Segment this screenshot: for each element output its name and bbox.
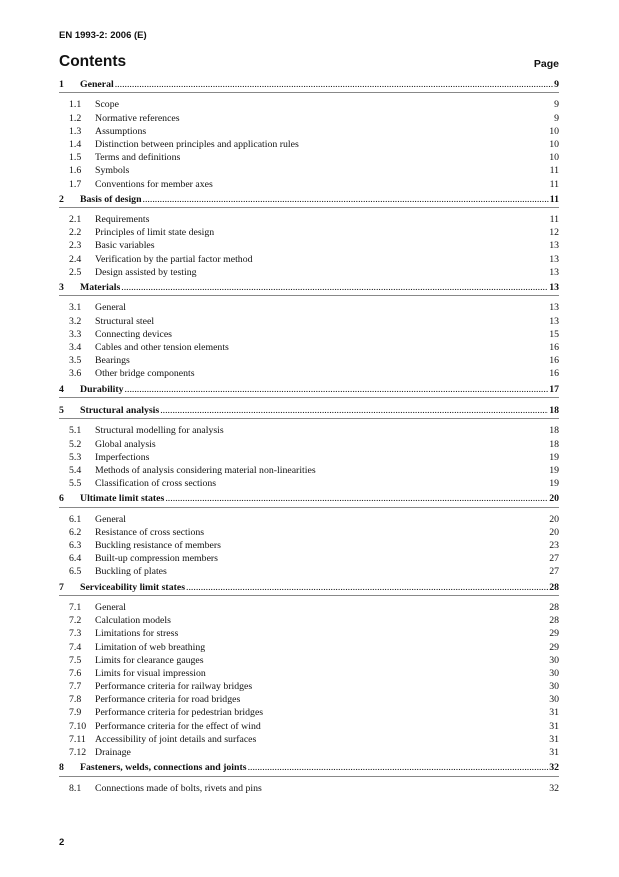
section-page: 19 (549, 478, 559, 490)
section-list (59, 296, 559, 382)
section-title: Principles of limit state design (95, 227, 215, 239)
toc-section-entry[interactable] (59, 328, 559, 341)
section-title: Structural steel (95, 315, 155, 327)
toc-section-entry[interactable] (59, 354, 559, 367)
section-page: 31 (549, 720, 559, 732)
chapter-number: 7 (59, 581, 64, 593)
chapter-number: 6 (59, 493, 64, 505)
toc-section-entry[interactable] (59, 138, 559, 151)
section-page: 19 (549, 451, 559, 463)
section-page: 31 (549, 707, 559, 719)
section-number: 2.3 (69, 240, 82, 252)
section-number: 2.4 (69, 253, 82, 265)
section-title: Cables and other tension elements (95, 341, 229, 353)
toc-section-entry[interactable] (59, 266, 559, 279)
toc-section-entry[interactable] (59, 706, 559, 719)
section-title: Connections made of bolts, rivets and pins (95, 782, 262, 794)
toc-section-entry[interactable] (59, 125, 559, 138)
toc-section-entry[interactable] (59, 98, 559, 111)
section-page: 30 (549, 667, 559, 679)
toc-section-entry[interactable] (59, 301, 559, 314)
chapter-number: 4 (59, 383, 64, 395)
toc-chapter-entry[interactable] (59, 281, 559, 294)
section-page: 16 (549, 341, 559, 353)
section-title: Requirements (95, 214, 150, 226)
section-page: 13 (549, 315, 559, 327)
section-title: Accessibility of joint details and surfaces (95, 733, 257, 745)
chapter-page: 17 (549, 383, 559, 395)
section-number: 1.1 (69, 99, 82, 111)
section-number: 7.12 (69, 747, 87, 759)
section-page: 15 (549, 328, 559, 340)
section-title: Other bridge components (95, 368, 195, 380)
section-list (59, 93, 559, 192)
toc-chapter-entry[interactable] (59, 581, 559, 594)
section-title: General (95, 513, 127, 525)
section-number: 1.4 (69, 138, 82, 150)
section-page: 23 (549, 540, 559, 552)
toc-section-entry[interactable] (59, 213, 559, 226)
dot-leader (165, 492, 548, 505)
chapter-page: 18 (549, 404, 559, 416)
section-number: 2.1 (69, 214, 82, 226)
section-number: 2.2 (69, 227, 82, 239)
chapter-title: Basis of design (80, 193, 142, 205)
section-page: 20 (549, 513, 559, 525)
section-number: 7.3 (69, 628, 82, 640)
section-page: 9 (554, 112, 559, 124)
section-title: General (95, 302, 127, 314)
toc-section-entry[interactable] (59, 627, 559, 640)
section-title: Limits for clearance gauges (95, 654, 204, 666)
toc-section-entry[interactable] (59, 424, 559, 437)
section-number: 8.1 (69, 782, 82, 794)
toc-chapter-entry[interactable] (59, 78, 559, 91)
toc-section-entry[interactable] (59, 464, 559, 477)
section-page: 30 (549, 654, 559, 666)
toc-section-entry[interactable] (59, 680, 559, 693)
section-title: Limits for visual impression (95, 667, 206, 679)
section-title: General (95, 601, 127, 613)
section-title: Normative references (95, 112, 180, 124)
chapter-number: 5 (59, 404, 64, 416)
section-page: 10 (549, 138, 559, 150)
section-number: 7.5 (69, 654, 82, 666)
toc-chapter-entry[interactable] (59, 761, 559, 774)
section-page: 29 (549, 628, 559, 640)
chapter-page: 28 (549, 581, 559, 593)
section-title: Connecting devices (95, 328, 172, 340)
toc-section-entry[interactable] (59, 451, 559, 464)
section-page: 13 (549, 266, 559, 278)
section-title: Conventions for member axes (95, 178, 213, 190)
dot-leader (121, 281, 548, 294)
section-number: 3.2 (69, 315, 82, 327)
chapter-number: 8 (59, 762, 64, 774)
toc-section-entry[interactable] (59, 341, 559, 354)
section-page: 32 (549, 782, 559, 794)
section-number: 6.2 (69, 526, 82, 538)
section-number: 7.10 (69, 720, 87, 732)
chapter-title: Durability (80, 383, 124, 395)
section-number: 3.4 (69, 341, 82, 353)
toc-section-entry[interactable] (59, 782, 559, 795)
section-page: 30 (549, 694, 559, 706)
section-number: 7.11 (69, 733, 86, 745)
page-column-label: Page (533, 58, 559, 70)
dot-leader (248, 761, 549, 774)
toc-section-entry[interactable] (59, 746, 559, 759)
chapter-number: 2 (59, 193, 64, 205)
toc-chapter-entry[interactable] (59, 404, 559, 417)
section-title: Design assisted by testing (95, 266, 197, 278)
toc-section-entry[interactable] (59, 565, 559, 578)
section-page: 27 (549, 553, 559, 565)
section-title: Methods of analysis considering material non-linearities (95, 464, 316, 476)
section-number: 5.4 (69, 464, 82, 476)
toc-section-entry[interactable] (59, 733, 559, 746)
section-page: 31 (549, 747, 559, 759)
chapter-title: Materials (80, 282, 121, 294)
section-page: 11 (549, 178, 559, 190)
section-title: Basic variables (95, 240, 155, 252)
section-page: 31 (549, 733, 559, 745)
dot-leader (186, 581, 548, 594)
section-page: 30 (549, 681, 559, 693)
section-title: Buckling of plates (95, 566, 167, 578)
section-number: 5.3 (69, 451, 82, 463)
section-number: 6.5 (69, 566, 82, 578)
section-list (59, 508, 559, 581)
section-number: 3.5 (69, 355, 82, 367)
section-number: 7.4 (69, 641, 82, 653)
section-number: 5.1 (69, 425, 82, 437)
page-number: 2 (59, 837, 65, 848)
toc-section-entry[interactable] (59, 164, 559, 177)
section-number: 7.6 (69, 667, 82, 679)
chapter-title: Serviceability limit states (80, 581, 186, 593)
section-title: Performance criteria for railway bridges (95, 681, 253, 693)
toc-section-entry[interactable] (59, 513, 559, 526)
toc-chapter-entry[interactable] (59, 383, 559, 396)
section-page: 13 (549, 253, 559, 265)
dot-leader (115, 78, 553, 91)
toc-section-entry[interactable] (59, 654, 559, 667)
section-title: Distinction between principles and application rules (95, 138, 299, 150)
toc-section-entry[interactable] (59, 539, 559, 552)
toc-section-entry[interactable] (59, 526, 559, 539)
section-title: Terms and definitions (95, 152, 181, 164)
section-title: Calculation models (95, 615, 171, 627)
chapter-title: Fasteners, welds, connections and joints (80, 762, 247, 774)
toc-section-entry[interactable] (59, 641, 559, 654)
toc-chapter-entry[interactable] (59, 193, 559, 206)
chapter-title: Structural analysis (80, 404, 160, 416)
section-page: 13 (549, 240, 559, 252)
section-title: Limitations for stress (95, 628, 179, 640)
toc-section-entry[interactable] (59, 477, 559, 490)
section-number: 1.6 (69, 165, 82, 177)
section-title: Limitation of web breathing (95, 641, 206, 653)
toc-section-entry[interactable] (59, 315, 559, 328)
chapter-page: 32 (549, 762, 559, 774)
toc-section-entry[interactable] (59, 239, 559, 252)
section-title: Drainage (95, 747, 131, 759)
chapter-number: 1 (59, 79, 64, 90)
section-list (59, 596, 559, 761)
section-title: Performance criteria for road bridges (95, 694, 241, 706)
page-title: Contents (59, 53, 127, 70)
section-number: 3.3 (69, 328, 82, 340)
section-number: 1.3 (69, 125, 82, 137)
toc-section-entry[interactable] (59, 151, 559, 164)
section-list (59, 419, 559, 492)
toc-section-entry[interactable] (59, 667, 559, 680)
section-number: 1.5 (69, 152, 82, 164)
table-of-contents (59, 78, 559, 797)
section-page: 9 (554, 99, 559, 111)
section-page: 27 (549, 566, 559, 578)
dot-leader (143, 193, 549, 206)
section-list (59, 208, 559, 281)
toc-section-entry[interactable] (59, 693, 559, 706)
section-number: 6.3 (69, 540, 82, 552)
section-page: 16 (549, 355, 559, 367)
section-number: 3.1 (69, 302, 82, 314)
section-page: 19 (549, 464, 559, 476)
section-title: Classification of cross sections (95, 478, 217, 490)
toc-section-entry[interactable] (59, 178, 559, 191)
section-title: Buckling resistance of members (95, 540, 221, 552)
section-page: 18 (549, 425, 559, 437)
section-list (59, 777, 559, 797)
section-title: Performance criteria for the effect of wind (95, 720, 261, 732)
section-number: 7.8 (69, 694, 82, 706)
chapter-title: General (80, 79, 114, 90)
chapter-page: 20 (549, 493, 559, 505)
chapter-page: 13 (549, 282, 559, 294)
section-title: Bearings (95, 355, 130, 367)
document-header: EN 1993-2: 2006 (E) (59, 30, 147, 41)
section-number: 2.5 (69, 266, 82, 278)
toc-section-entry[interactable] (59, 720, 559, 733)
section-title: Built-up compression members (95, 553, 218, 565)
toc-section-entry[interactable] (59, 614, 559, 627)
section-page: 10 (549, 152, 559, 164)
section-number: 1.2 (69, 112, 82, 124)
section-page: 29 (549, 641, 559, 653)
section-number: 3.6 (69, 368, 82, 380)
section-title: Structural modelling for analysis (95, 425, 224, 437)
section-number: 6.1 (69, 513, 82, 525)
section-number: 7.1 (69, 601, 82, 613)
chapter-number: 3 (59, 282, 64, 294)
chapter-page: 11 (549, 193, 559, 205)
section-page: 11 (549, 214, 559, 226)
section-title: Imperfections (95, 451, 150, 463)
toc-section-entry[interactable] (59, 601, 559, 614)
section-page: 18 (549, 438, 559, 450)
section-page: 20 (549, 526, 559, 538)
section-title: Scope (95, 99, 119, 111)
section-number: 7.7 (69, 681, 82, 693)
toc-section-entry[interactable] (59, 552, 559, 565)
chapter-title: Ultimate limit states (80, 493, 165, 505)
section-number: 5.2 (69, 438, 82, 450)
section-number: 5.5 (69, 478, 82, 490)
section-title: Global analysis (95, 438, 156, 450)
toc-section-entry[interactable] (59, 438, 559, 451)
section-page: 12 (549, 227, 559, 239)
toc-section-entry[interactable] (59, 253, 559, 266)
section-title: Verification by the partial factor method (95, 253, 253, 265)
section-title: Performance criteria for pedestrian bridges (95, 707, 264, 719)
toc-section-entry[interactable] (59, 112, 559, 125)
section-page: 16 (549, 368, 559, 380)
dot-leader (125, 383, 549, 396)
toc-chapter-entry[interactable] (59, 492, 559, 505)
section-page: 13 (549, 302, 559, 314)
section-title: Resistance of cross sections (95, 526, 205, 538)
chapter-page: 9 (554, 79, 559, 90)
section-number: 7.2 (69, 615, 82, 627)
section-number: 6.4 (69, 553, 82, 565)
section-title: Symbols (95, 165, 130, 177)
section-page: 28 (549, 601, 559, 613)
dot-leader (160, 404, 548, 417)
section-number: 7.9 (69, 707, 82, 719)
section-page: 11 (549, 165, 559, 177)
section-page: 28 (549, 615, 559, 627)
section-number: 1.7 (69, 178, 82, 190)
section-page: 10 (549, 125, 559, 137)
section-title: Assumptions (95, 125, 147, 137)
toc-section-entry[interactable] (59, 367, 559, 380)
toc-section-entry[interactable] (59, 226, 559, 239)
